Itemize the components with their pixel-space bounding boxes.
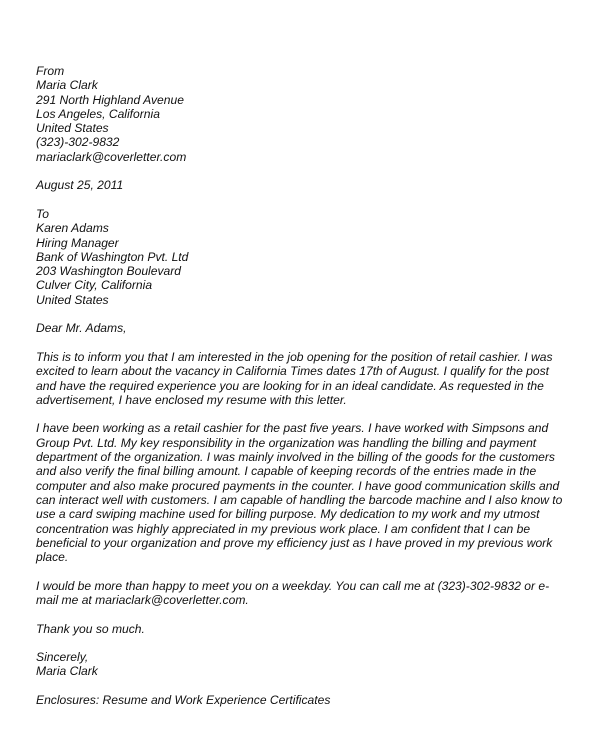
- paragraph-line: excited to learn about the vacancy in California Times dates 17th of August. I qualify for the post: [36, 364, 550, 379]
- sender-email: mariaclark@coverletter.com: [36, 149, 187, 164]
- paragraph-line: advertisement, I have enclosed my resume with this letter.: [36, 392, 347, 407]
- paragraph-line: I would be more than happy to meet you on a weekday. You can call me at (323)-302-9832 or e-: [36, 578, 550, 593]
- thanks-block: [36, 622, 584, 636]
- paragraph-line: can interact well with customers. I am capable of handling the barcode machine and I also know to: [36, 492, 563, 507]
- sender-phone: (323)-302-9832: [36, 135, 120, 150]
- paragraph-line: I have been working as a retail cashier for the past five years. I have worked with Simpsons and: [36, 421, 549, 436]
- sender-country: United States: [36, 121, 109, 136]
- closing-block: [36, 650, 584, 679]
- body-paragraph-2: [36, 421, 584, 564]
- recipient-street: 203 Washington Boulevard: [36, 264, 182, 279]
- recipient-address: [36, 207, 584, 307]
- paragraph-line: Group Pvt. Ltd. My key responsibility in the organization was handling the billing and payment: [36, 435, 537, 450]
- letter-date: August 25, 2011: [36, 178, 124, 193]
- thanks-line: Thank you so much.: [36, 621, 145, 636]
- body-paragraph-3: [36, 579, 584, 608]
- enclosures-block: [36, 693, 584, 707]
- paragraph-line: mail me at mariaclark@coverletter.com.: [36, 592, 249, 607]
- body-paragraph-1: [36, 350, 584, 407]
- cover-letter: [36, 64, 584, 722]
- salutation: Dear Mr. Adams,: [36, 321, 127, 336]
- paragraph-line: and also verify the final billing amount. I capable of keeping records of the entries made in the: [36, 464, 537, 479]
- sender-name: Maria Clark: [36, 78, 98, 93]
- sender-heading: From: [36, 64, 65, 78]
- paragraph-line: use a card swiping machine used for billing purpose. My dedication to my work and my utmost: [36, 507, 540, 522]
- letter-date-block: [36, 178, 584, 192]
- sender-address: [36, 64, 584, 164]
- paragraph-line: department of the organization. I was mainly involved in the billing of the goods for the customers: [36, 450, 555, 465]
- sender-city: Los Angeles, California: [36, 106, 160, 121]
- recipient-company: Bank of Washington Pvt. Ltd: [36, 249, 189, 264]
- recipient-name: Karen Adams: [36, 221, 109, 236]
- valediction: Sincerely,: [36, 650, 89, 665]
- paragraph-line: beneficial to your organization and prove my efficiency just as I have proved in my previous work: [36, 535, 553, 550]
- paragraph-line: place.: [36, 550, 69, 565]
- recipient-title: Hiring Manager: [36, 235, 119, 250]
- enclosures-line: Enclosures: Resume and Work Experience Certificates: [36, 693, 331, 708]
- signature-name: Maria Clark: [36, 664, 98, 679]
- sender-street: 291 North Highland Avenue: [36, 92, 184, 107]
- recipient-heading: To: [36, 206, 50, 221]
- salutation-block: [36, 321, 584, 335]
- paragraph-line: This is to inform you that I am interested in the job opening for the position of retail cashier. I was: [36, 349, 553, 364]
- paragraph-line: concentration was highly appreciated in my previous work place. I am confident that I can be: [36, 521, 531, 536]
- paragraph-line: and have the required experience you are looking for in an ideal candidate. As requested in the: [36, 378, 544, 393]
- paragraph-line: computer and also make procured payments in the counter. I have good communication skills and: [36, 478, 560, 493]
- recipient-country: United States: [36, 292, 109, 307]
- recipient-city: Culver City, California: [36, 278, 153, 293]
